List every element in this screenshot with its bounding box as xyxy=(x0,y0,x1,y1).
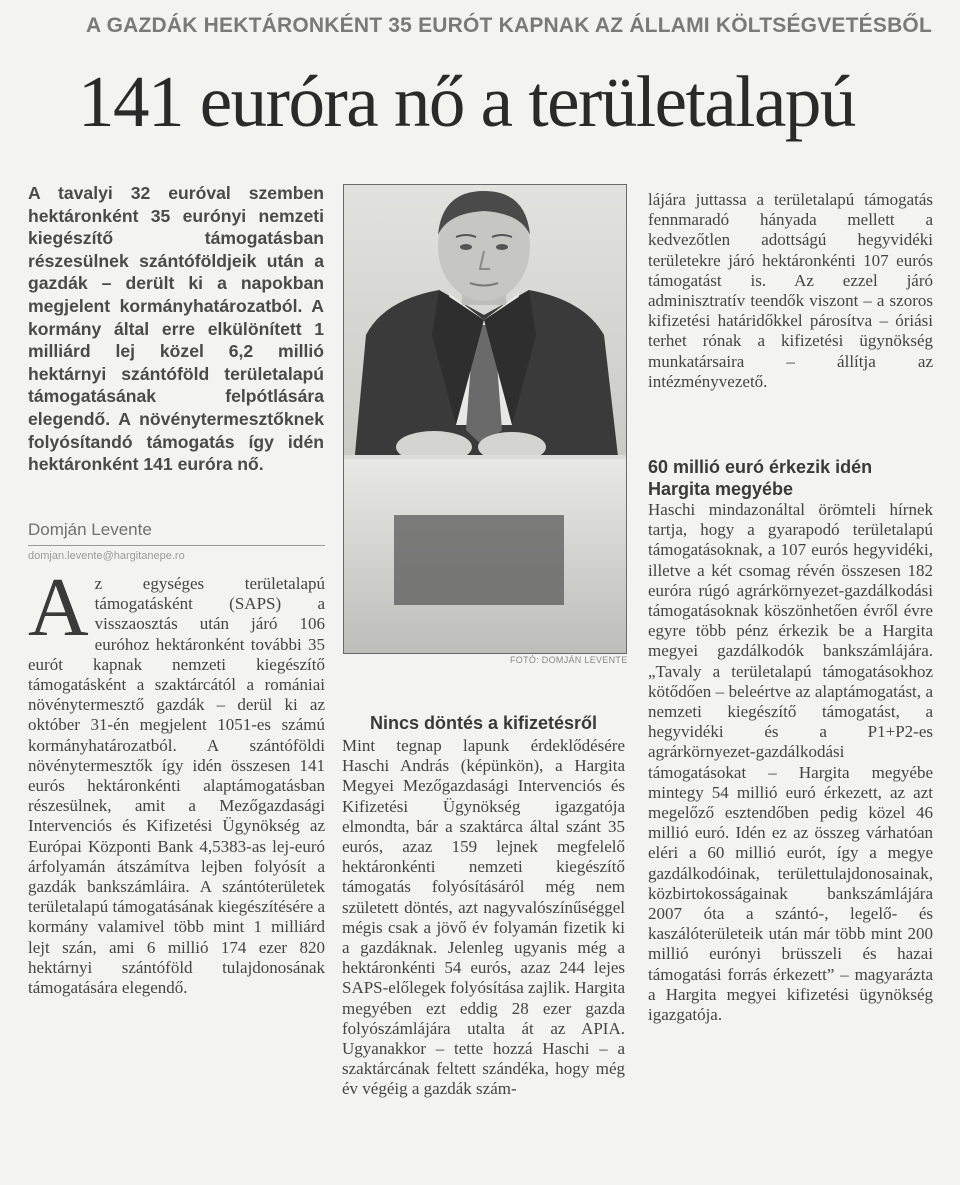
headline: 141 euróra nő a területalapú xyxy=(78,61,855,142)
author-divider xyxy=(28,545,325,546)
subhead-no-decision: Nincs döntés a kifizetésről xyxy=(369,713,598,733)
column-2-text: Mint tegnap lapunk érdeklődésére Haschi András (képünkön), a Hargita Megyei Mezőgazdasági Intervenciós és Kifizetési Ügynökség igazgatója elmondta, bár a szaktárca által szánt 35 eurós, azaz 159 lejnek megfelelő hektáronkénti nemzeti kiegészítő támogatás folyósításáról még nem született döntés, azt nagyvalószínűséggel mégis csak a jövő év folyamán fizetik ki a gazdáknak. Jelenleg ugyanis még a hektáronkénti 54 eurós, azaz 244 lejes SAPS-előlegek folyósítása zajlik. Hargita megyében ezt eddig 28 ezer gazda folyószámlájára utalta át az APIA. Ugyanakkor – tette hozzá Haschi – a szaktárcának feltett szándéka, hogy még év végéig a gazdák szám- xyxy=(342,736,625,1099)
column-3-text-top: lájára juttassa a területalapú támogatás fennmaradó hányada mellett a kedvezőtlen adottságú hegyvidéki területekre járó hektáronkénti 107 eurós támogatást is. Az ezzel járó adminisztratív teendők viszont – a szoros kifizetési határidőkkel párosítva – óriási terhet rónak a kifizetési ügynökség munkatársaira – állítja az intézményvezető. xyxy=(648,190,933,391)
kicker: A GAZDÁK HEKTÁRONKÉNT 35 EURÓT KAPNAK AZ ÁLLAMI KÖLTSÉGVETÉSBŐL xyxy=(86,14,932,37)
column-3-text-bottom: Haschi mindazonáltal örömteli hírnek tartja, hogy a gyarapodó területalapú támogatásoknak, a 107 eurós hegyvidéki, illetve a két csomag révén összesen 182 euróra rúgó agrárkörnyezet-gazdálkodási támogatásoknak köszönhetően évről évre egyre több pénz érkezik be a Hargita megyei gazdálkodók bankszámlájára. „Tavaly a területalapú támogatásokhoz kötődően – beleértve az alaptámogatást, a nemzeti kiegészítő támogatást, a hegyvidéki és a P1+P2-es agrárkörnyezet-gazdálkodási támogatásokat – Hargita megyébe mintegy 54 millió euró érkezett, az azt megelőző esztendőben pedig közel 46 millió euró. Idén ez az összeg várhatóan eléri a 60 millió eurót, így a megye gazdálkodóinak, területtulajdonosainak, közbirtokosságainak bankszámlájára 2007 óta a szántó-, legelő- és kaszálóterületeik után már több mint 200 millió eurónyi brüsszeli és hazai támogatási forrás érkezett” – magyarázta a Hargita megyei kifizetési ügynökség igazgatója. xyxy=(648,500,933,1025)
subhead-60-million: 60 millió euró érkezik idén Hargita megyébe xyxy=(648,457,873,499)
drop-cap: A xyxy=(28,561,89,654)
article-column-3-top xyxy=(648,190,933,392)
article-column-2 xyxy=(342,712,625,1100)
article-column-1 xyxy=(28,561,325,998)
author-email: domjan.levente@hargitanepe.ro xyxy=(28,550,185,562)
portrait-photo xyxy=(343,184,627,654)
author-name: Domján Levente xyxy=(28,520,152,539)
subhead-60-million-box xyxy=(648,456,933,500)
lead-paragraph: A tavalyi 32 euróval szemben hektáronként 35 eurónyi nemzeti kiegészítő támogatásban részesülnek szántóföldjeik után a gazdák – derült ki a napokban megjelent kormányhatározatból. A kormány által erre elkülönített 1 milliárd lej közel 6,2 millió hektárnyi szántóföld területalapú támogatásának felpótlására elegendő. A növénytermesztőknek folyósítandó támogatás így idén hektáronként 141 euróra nő. xyxy=(28,183,324,475)
article-column-3-bottom xyxy=(648,500,933,1025)
portrait-photo-illustration xyxy=(344,185,626,653)
column-1-text: z egységes területalapú támogatásként (SAPS) a visszaosztás után járó 106 euróhoz hektáronként további 35 eurót kapnak nemzeti kiegészítő támogatásként a szaktárcától a romániai növénytermesztő gazdák – derül ki az október 31-én megjelent 1051-es számú kormányhatározatból. A szántóföldi növénytermesztők így idén összesen 141 eurós hektáronkénti alaptámogatásban részesülnek, amit a Mezőgazdasági Intervenciós és Kifizetési Ügynökség az Európai Központi Bank 4,5383-as lej-euró árfolyamán átszámítva lejben folyósít a gazdák bankszámláira. A szántóterületek területalapú támogatásának kiegészítésére a kormány valamivel több mint 1 milliárd lejt szán, ami 6 millió 174 ezer 820 hektárnyi szántóföld tulajdonosának támogatására elegendő. xyxy=(28,574,325,998)
photo-credit: FOTÓ: DOMJÁN LEVENTE xyxy=(510,655,628,665)
